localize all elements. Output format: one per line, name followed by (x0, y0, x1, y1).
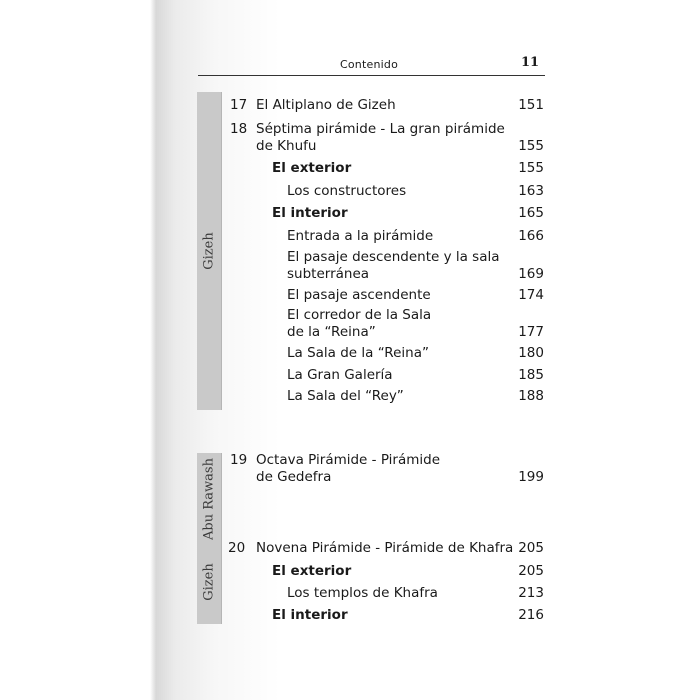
toc-entry-page: 205 (518, 563, 544, 579)
toc-item-title: La Sala del “Rey” (287, 388, 404, 404)
toc-subsection-title: El interior (272, 607, 348, 623)
chapter-number: 18 (230, 121, 248, 137)
toc-subsection-title: El interior (272, 205, 348, 221)
header-rule (198, 75, 545, 76)
toc-item-title-cont: de la “Reina” (287, 324, 376, 340)
toc-entry-page: 166 (518, 228, 544, 244)
toc-entry-page: 185 (518, 367, 544, 383)
toc-entry-page: 180 (518, 345, 544, 361)
toc-item-title-cont: subterránea (287, 266, 370, 282)
section-tab-label: Gizeh (201, 563, 217, 601)
toc-entry-page: 177 (518, 324, 544, 340)
toc-entry-page: 163 (518, 183, 544, 199)
section-tab-gizeh (197, 92, 222, 410)
toc-subsection-title: El exterior (272, 563, 352, 579)
section-tab-gizeh-2 (197, 540, 222, 624)
toc-entry-page: 205 (518, 540, 544, 556)
chapter-number: 20 (228, 540, 246, 556)
toc-entry-page: 188 (518, 388, 544, 404)
toc-subsection-title: El exterior (272, 160, 352, 176)
toc-entry-title: El Altiplano de Gizeh (256, 97, 396, 113)
running-header-title: Contenido (340, 58, 399, 71)
toc-item-title: Los constructores (287, 183, 407, 199)
toc-entry-title: Octava Pirámide - Pirámide (256, 452, 441, 468)
toc-entry-title: Séptima pirámide - La gran pirámide (256, 121, 505, 137)
toc-item-title: El pasaje ascendente (287, 287, 431, 303)
toc-item-title: El pasaje descendente y la sala (287, 249, 500, 265)
section-tab-label: Abu Rawash (201, 457, 217, 540)
toc-entry-page: 151 (518, 97, 544, 113)
toc-entry-page: 216 (518, 607, 544, 623)
toc-entry-page: 155 (518, 160, 544, 176)
chapter-number: 19 (230, 452, 248, 468)
toc-entry-page: 199 (518, 469, 544, 485)
toc-item-title: Los templos de Khafra (287, 585, 438, 601)
toc-entry-page: 174 (518, 287, 544, 303)
toc-item-title: La Sala de la “Reina” (287, 345, 429, 361)
running-header-page-number: 11 (521, 55, 540, 70)
toc-entry-title-cont: de Khufu (256, 138, 317, 154)
toc-entry-page: 213 (518, 585, 544, 601)
toc-item-title: El corredor de la Sala (287, 307, 432, 323)
toc-entry-title: Novena Pirámide - Pirámide de Khafra (256, 540, 514, 556)
toc-item-title: La Gran Galería (287, 367, 393, 383)
toc-item-title: Entrada a la pirámide (287, 228, 434, 244)
section-tab-abu-rawash (197, 453, 222, 544)
toc-entry-page: 155 (518, 138, 544, 154)
toc-entry-page: 165 (518, 205, 544, 221)
chapter-number: 17 (230, 97, 248, 113)
toc-entry-title-cont: de Gedefra (256, 469, 332, 485)
section-tab-label: Gizeh (201, 232, 217, 270)
toc-entry-page: 169 (518, 266, 544, 282)
